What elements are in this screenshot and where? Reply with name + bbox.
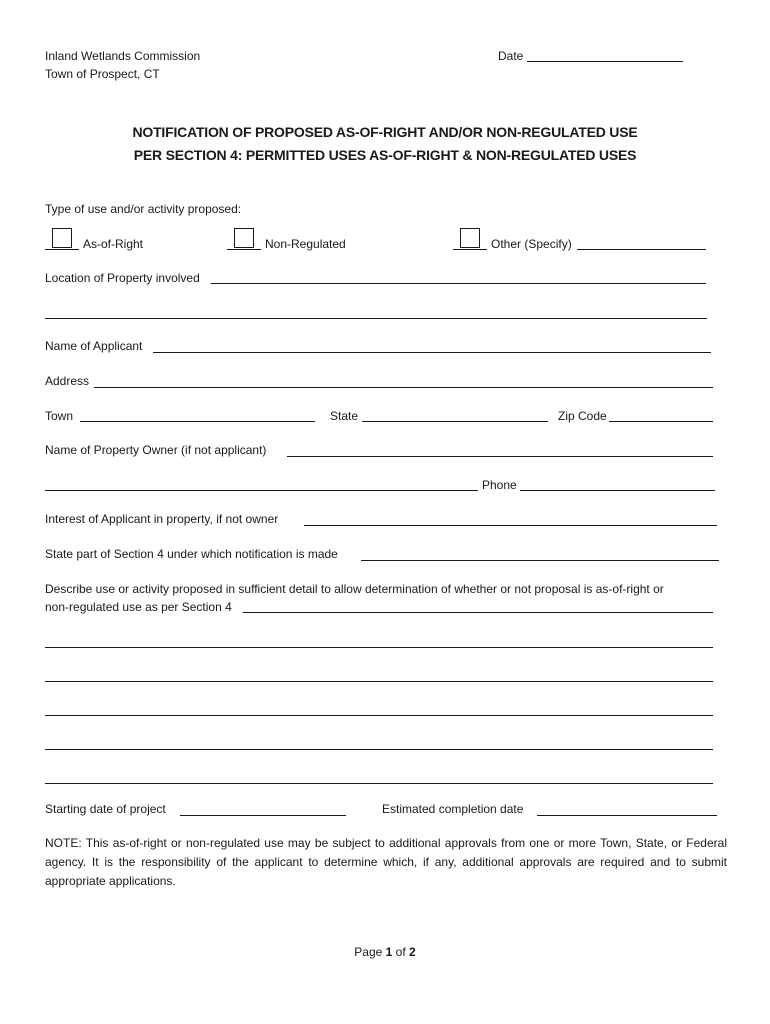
address-input-line[interactable] — [94, 387, 713, 388]
describe-input-line-6[interactable] — [45, 783, 713, 784]
page-current: 1 — [385, 945, 393, 959]
start-date-label: Starting date of project — [45, 802, 166, 816]
describe-label-line1: Describe use or activity proposed in sufficient detail to allow determination of whether or not proposal is as-of-right or — [45, 582, 664, 596]
interest-input-line[interactable] — [304, 525, 717, 526]
location-label: Location of Property involved — [45, 271, 200, 285]
as-of-right-label: As-of-Right — [83, 237, 144, 251]
interest-label: Interest of Applicant in property, if not owner — [45, 512, 279, 526]
page-number — [0, 945, 770, 959]
state-input-line[interactable] — [362, 421, 548, 422]
address-label: Address — [45, 374, 90, 388]
other-underline — [453, 249, 487, 250]
non-regulated-checkbox[interactable] — [234, 228, 254, 248]
applicant-name-input-line[interactable] — [153, 352, 711, 353]
describe-input-line-3[interactable] — [45, 681, 713, 682]
describe-input-line-2[interactable] — [45, 647, 713, 648]
describe-label-line2: non-regulated use as per Section 4 — [45, 600, 232, 614]
property-owner-input-line-2[interactable] — [45, 490, 478, 491]
property-owner-input-line[interactable] — [287, 456, 713, 457]
town-label: Town — [45, 409, 74, 423]
phone-input-line[interactable] — [520, 490, 715, 491]
page-of: of — [395, 945, 406, 959]
section-part-label: State part of Section 4 under which notification is made — [45, 547, 338, 561]
use-type-prompt: Type of use and/or activity proposed: — [45, 202, 242, 216]
date-label: Date — [498, 49, 524, 63]
zip-code-label: Zip Code — [558, 409, 607, 423]
page-total: 2 — [409, 945, 416, 959]
non-regulated-label: Non-Regulated — [265, 237, 346, 251]
describe-input-line[interactable] — [243, 612, 713, 613]
location-input-line[interactable] — [211, 283, 706, 284]
other-specify-input-line[interactable] — [577, 249, 706, 250]
location-input-line-2[interactable] — [45, 318, 707, 319]
non-regulated-underline — [227, 249, 261, 250]
commission-name: Inland Wetlands Commission — [45, 49, 201, 63]
applicant-name-label: Name of Applicant — [45, 339, 143, 353]
describe-input-line-5[interactable] — [45, 749, 713, 750]
town-input-line[interactable] — [80, 421, 315, 422]
note-paragraph: NOTE: This as-of-right or non-regulated use may be subject to additional approvals from one or more Town, State, or Federal agency. It is the responsibility of the applicant to determine which, if any, additional approvals are required and to submit appropriate applications. — [45, 836, 727, 888]
other-checkbox[interactable] — [460, 228, 480, 248]
completion-date-input-line[interactable] — [537, 815, 717, 816]
state-label: State — [330, 409, 359, 423]
form-title-line2: PER SECTION 4: PERMITTED USES AS-OF-RIGHT & NON-REGULATED USES — [133, 147, 637, 163]
date-input-line[interactable] — [527, 61, 683, 62]
start-date-input-line[interactable] — [180, 815, 346, 816]
as-of-right-underline — [45, 249, 79, 250]
town-name: Town of Prospect, CT — [45, 67, 160, 81]
property-owner-label: Name of Property Owner (if not applicant) — [45, 443, 267, 457]
page-word: Page — [354, 945, 383, 959]
completion-date-label: Estimated completion date — [382, 802, 524, 816]
describe-input-line-4[interactable] — [45, 715, 713, 716]
as-of-right-checkbox[interactable] — [52, 228, 72, 248]
other-specify-label: Other (Specify) — [491, 237, 572, 251]
phone-label: Phone — [482, 478, 517, 492]
section-part-input-line[interactable] — [361, 560, 719, 561]
form-title-line1: NOTIFICATION OF PROPOSED AS-OF-RIGHT AND/OR NON-REGULATED USE — [132, 124, 638, 140]
zip-code-input-line[interactable] — [609, 421, 713, 422]
